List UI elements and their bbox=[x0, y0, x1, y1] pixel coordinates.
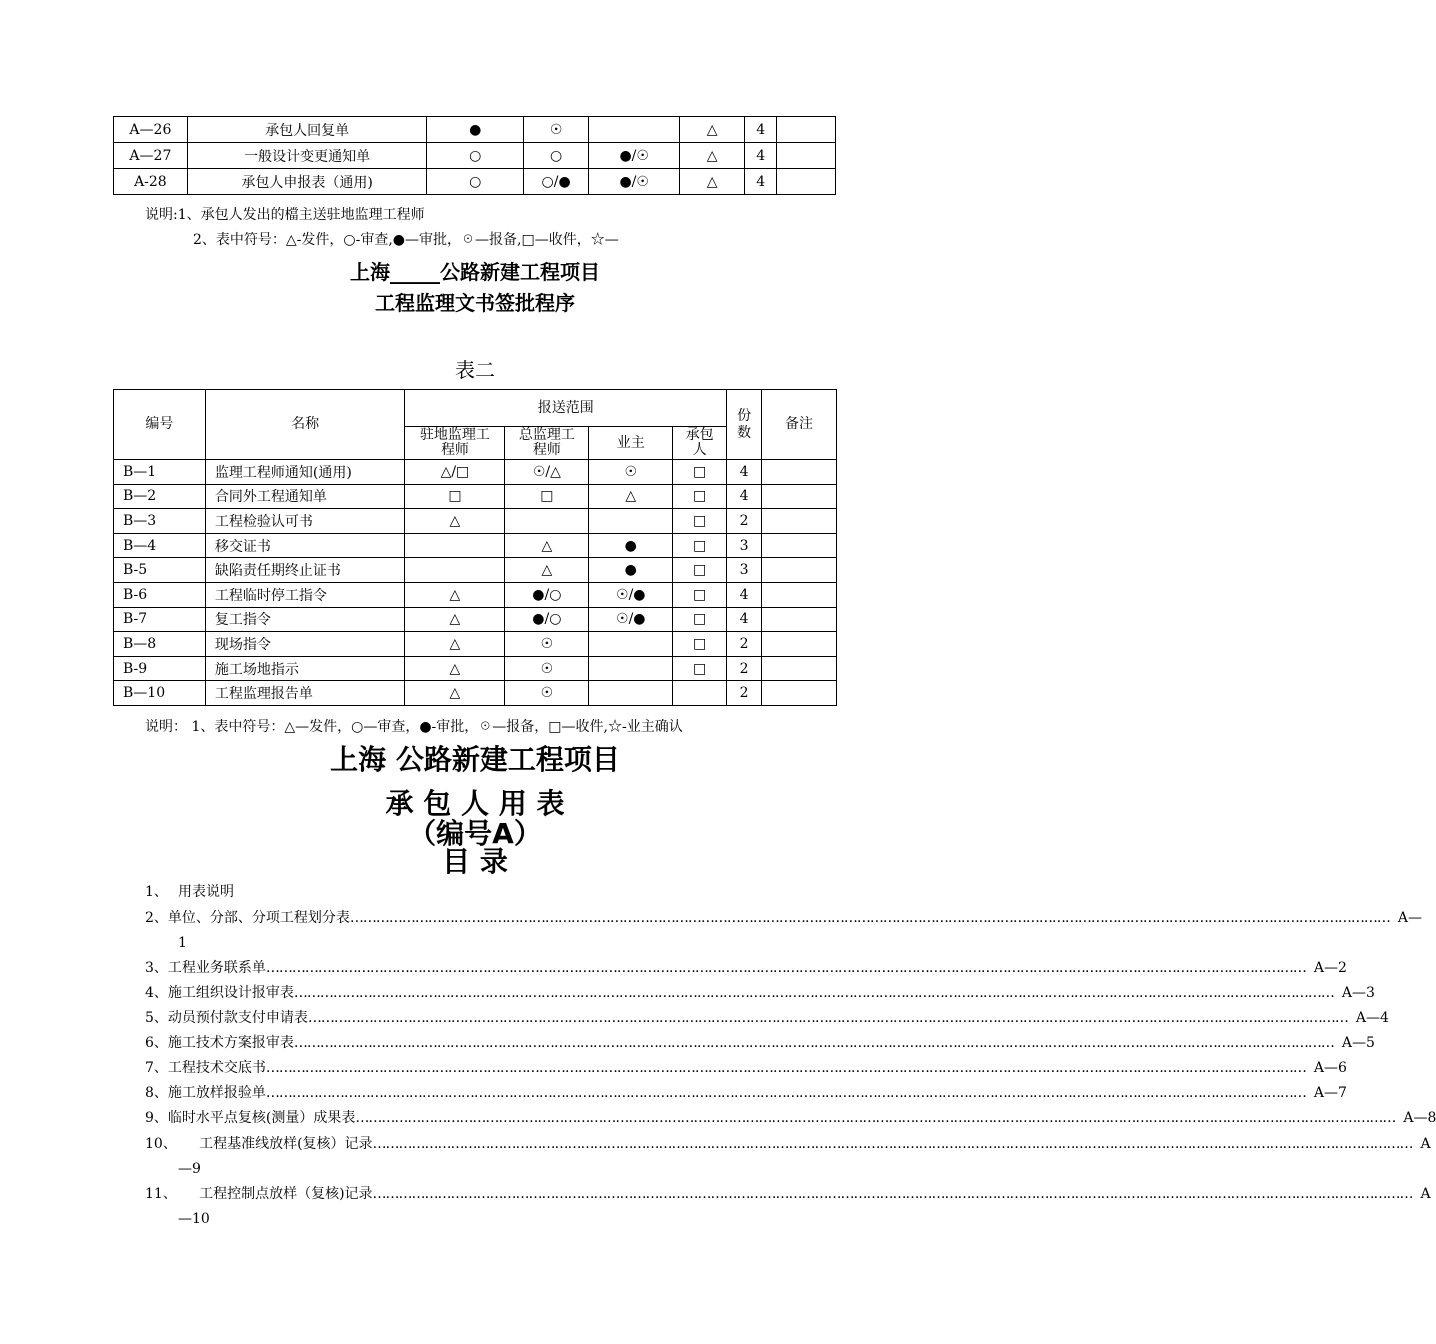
cell-c4: △ bbox=[680, 143, 745, 169]
table-row bbox=[114, 533, 837, 558]
table-row bbox=[114, 509, 837, 534]
toc-code: A—6 bbox=[1313, 1060, 1347, 1076]
cell-code: B—2 bbox=[114, 484, 206, 509]
section-1-title: 上海_____公路新建工程项目 bbox=[350, 260, 600, 284]
cell-c2: ☉ bbox=[505, 632, 589, 657]
cell-code: B—3 bbox=[114, 509, 206, 534]
note-1-line-1: 说明:1、承包人发出的檔主送驻地监理工程师 bbox=[145, 207, 425, 223]
cell-c4: □ bbox=[673, 533, 727, 558]
toc-number: 9、 bbox=[145, 1110, 168, 1126]
table-row bbox=[114, 681, 837, 706]
table-row bbox=[114, 117, 836, 143]
note-2: 说明： 1、表中符号：△—发件，○—审查，●-审批，☉—报备，□—收件,☆-业主确认 bbox=[145, 719, 683, 735]
cell-c4: □ bbox=[673, 509, 727, 534]
toc-label: 临时水平点复核(测量）成果表 bbox=[167, 1110, 356, 1126]
toc-code: A—4 bbox=[1355, 1010, 1389, 1026]
header-owner: 业主 bbox=[589, 427, 673, 460]
toc-item bbox=[145, 880, 810, 905]
cell-c3 bbox=[589, 509, 673, 534]
cell-code: A-28 bbox=[114, 169, 188, 195]
toc-item bbox=[145, 981, 1375, 1006]
cell-copies: 4 bbox=[745, 117, 777, 143]
cell-code: B—8 bbox=[114, 632, 206, 657]
cell-code: B-6 bbox=[114, 582, 206, 607]
cell-c4: □ bbox=[673, 582, 727, 607]
cell-note bbox=[777, 169, 836, 195]
cell-c1: □ bbox=[405, 484, 505, 509]
header-remarks: 备注 bbox=[762, 390, 837, 460]
toc-item bbox=[145, 956, 1347, 981]
cell-c3 bbox=[589, 681, 673, 706]
cell-note bbox=[762, 632, 837, 657]
table-row bbox=[114, 632, 837, 657]
cell-c1: ● bbox=[427, 117, 524, 143]
cell-note bbox=[762, 607, 837, 632]
cell-name: 工程检验认可书 bbox=[205, 509, 405, 534]
toc-leader-dots: …………………………………………………………………………………………………………………………………………………………………………………………………………………… bbox=[265, 1060, 1306, 1076]
cell-c1: △ bbox=[405, 656, 505, 681]
table-row bbox=[114, 169, 836, 195]
cell-note bbox=[762, 533, 837, 558]
cell-name: 现场指令 bbox=[205, 632, 405, 657]
cell-note bbox=[762, 656, 837, 681]
header-copies: 份数 bbox=[727, 390, 762, 460]
toc-item bbox=[145, 1106, 1436, 1131]
cell-note bbox=[762, 582, 837, 607]
cell-c3: ☉ bbox=[589, 460, 673, 485]
section-2-title: 上海 公路新建工程项目 bbox=[330, 743, 620, 776]
cell-name: 监理工程师通知(通用) bbox=[205, 460, 405, 485]
table-row bbox=[114, 484, 837, 509]
cell-c1: △ bbox=[405, 632, 505, 657]
toc-number: 3、 bbox=[145, 960, 168, 976]
toc-number: 5、 bbox=[145, 1010, 168, 1026]
toc-number: 7、 bbox=[145, 1060, 168, 1076]
cell-note bbox=[762, 484, 837, 509]
cell-copies: 4 bbox=[727, 460, 762, 485]
cell-note bbox=[762, 558, 837, 583]
toc-leader-dots: …………………………………………………………………………………………………………………………………………………………………………………………………………………… bbox=[372, 1186, 1413, 1202]
cell-name: 缺陷责任期终止证书 bbox=[205, 558, 405, 583]
header-resident: 驻地监理工程师 bbox=[405, 427, 505, 460]
toc-code: A—7 bbox=[1313, 1085, 1347, 1101]
toc-label: 工程基准线放样(复核）记录 bbox=[176, 1136, 373, 1152]
cell-c1: △/□ bbox=[405, 460, 505, 485]
cell-copies: 2 bbox=[727, 681, 762, 706]
toc-leader-dots: …………………………………………………………………………………………………………………………………………………………………………………………………………………… bbox=[265, 1085, 1306, 1101]
cell-copies: 4 bbox=[727, 582, 762, 607]
toc-item bbox=[145, 1132, 1431, 1182]
toc-leader-dots: …………………………………………………………………………………………………………………………………………………………………………………………………………………… bbox=[293, 1035, 1334, 1051]
toc-number: 2、 bbox=[145, 910, 168, 926]
cell-c2: ☉ bbox=[505, 656, 589, 681]
toc-code-continued: —10 bbox=[178, 1211, 210, 1227]
cell-c1: ○ bbox=[427, 169, 524, 195]
header-scope: 报送范围 bbox=[405, 390, 727, 427]
toc-code-continued: 1 bbox=[178, 935, 187, 951]
cell-copies: 4 bbox=[727, 484, 762, 509]
cell-c2: ○ bbox=[524, 143, 589, 169]
toc-item bbox=[145, 1182, 1431, 1232]
cell-note bbox=[762, 460, 837, 485]
cell-copies: 4 bbox=[745, 169, 777, 195]
cell-c3: ● bbox=[589, 533, 673, 558]
cell-c1: △ bbox=[405, 582, 505, 607]
toc-code-continued: —9 bbox=[178, 1161, 201, 1177]
cell-c3: ●/☉ bbox=[589, 169, 680, 195]
toc-code: A—8 bbox=[1403, 1110, 1436, 1126]
table-row bbox=[114, 558, 837, 583]
cell-c2: △ bbox=[505, 558, 589, 583]
table-row bbox=[114, 607, 837, 632]
cell-code: B—4 bbox=[114, 533, 206, 558]
cell-c2: ●/○ bbox=[505, 582, 589, 607]
cell-copies: 2 bbox=[727, 656, 762, 681]
approval-table bbox=[113, 389, 837, 706]
cell-c3 bbox=[589, 117, 680, 143]
note-1-line-2: 2、表中符号：△-发件，○-审查,●—审批，☉—报备,□—收件，☆— bbox=[193, 232, 619, 248]
cell-c2: ●/○ bbox=[505, 607, 589, 632]
cell-name: 移交证书 bbox=[205, 533, 405, 558]
toc-code: A—2 bbox=[1313, 960, 1347, 976]
toc-leader-dots: …………………………………………………………………………………………………………………………………………………………………………………………………………………… bbox=[349, 910, 1390, 926]
cell-c3: ☉/● bbox=[589, 607, 673, 632]
toc-leader-dots: …………………………………………………………………………………………………………………………………………………………………………………………………………………… bbox=[307, 1010, 1348, 1026]
cell-c1 bbox=[405, 558, 505, 583]
cell-c1 bbox=[405, 533, 505, 558]
cell-code: A—27 bbox=[114, 143, 188, 169]
cell-name: 承包人申报表（通用) bbox=[187, 169, 427, 195]
cell-c3: ☉/● bbox=[589, 582, 673, 607]
cell-code: B—10 bbox=[114, 681, 206, 706]
toc-number: 10、 bbox=[145, 1136, 177, 1152]
toc-code: A—5 bbox=[1341, 1035, 1375, 1051]
cell-copies: 4 bbox=[727, 607, 762, 632]
toc-label: 工程技术交底书 bbox=[167, 1060, 266, 1076]
cell-copies: 2 bbox=[727, 632, 762, 657]
section-1-subtitle: 工程监理文书签批程序 bbox=[375, 291, 575, 315]
cell-note bbox=[762, 509, 837, 534]
cell-name: 承包人回复单 bbox=[187, 117, 427, 143]
toc-code: A— bbox=[1397, 910, 1423, 926]
table-row bbox=[114, 460, 837, 485]
toc-item bbox=[145, 1006, 1389, 1031]
toc-label: 施工技术方案报审表 bbox=[167, 1035, 294, 1051]
cell-c1: △ bbox=[405, 607, 505, 632]
cell-copies: 2 bbox=[727, 509, 762, 534]
cell-name: 复工指令 bbox=[205, 607, 405, 632]
toc-leader-dots: …………………………………………………………………………………………………………………………………………………………………………………………………………………… bbox=[293, 985, 1334, 1001]
cell-copies: 3 bbox=[727, 533, 762, 558]
cell-c2: ☉ bbox=[524, 117, 589, 143]
cell-c4: △ bbox=[680, 117, 745, 143]
cell-note bbox=[762, 681, 837, 706]
toc-item bbox=[145, 1081, 1347, 1106]
cell-c4: □ bbox=[673, 558, 727, 583]
toc-label: 工程控制点放样（复核)记录 bbox=[176, 1186, 373, 1202]
toc-number: 11、 bbox=[145, 1186, 177, 1202]
toc-heading: 目 录 bbox=[442, 845, 508, 878]
cell-code: B-5 bbox=[114, 558, 206, 583]
cell-c4: □ bbox=[673, 460, 727, 485]
cell-c3 bbox=[589, 656, 673, 681]
cell-name: 一般设计变更通知单 bbox=[187, 143, 427, 169]
cell-code: A—26 bbox=[114, 117, 188, 143]
toc-label: 施工放样报验单 bbox=[167, 1085, 266, 1101]
cell-c4: □ bbox=[673, 607, 727, 632]
cell-c4: △ bbox=[680, 169, 745, 195]
section-2-code: （编号A） bbox=[408, 817, 542, 850]
cell-code: B—1 bbox=[114, 460, 206, 485]
header-code: 编号 bbox=[114, 390, 206, 460]
table-row bbox=[114, 656, 837, 681]
toc-code: A bbox=[1420, 1136, 1431, 1152]
cell-name: 工程临时停工指令 bbox=[205, 582, 405, 607]
cell-c2: □ bbox=[505, 484, 589, 509]
toc-number: 4、 bbox=[145, 985, 168, 1001]
toc-item bbox=[145, 1056, 1347, 1081]
cell-c1: △ bbox=[405, 509, 505, 534]
toc-label: 施工组织设计报审表 bbox=[167, 985, 294, 1001]
cell-name: 合同外工程通知单 bbox=[205, 484, 405, 509]
table-row bbox=[114, 143, 836, 169]
cell-code: B-7 bbox=[114, 607, 206, 632]
top-table bbox=[113, 116, 836, 195]
cell-c2: ☉ bbox=[505, 681, 589, 706]
toc-item bbox=[145, 906, 1423, 956]
cell-c2: △ bbox=[505, 533, 589, 558]
table-row bbox=[114, 582, 837, 607]
cell-c4: □ bbox=[673, 632, 727, 657]
header-name: 名称 bbox=[205, 390, 405, 460]
cell-c4: □ bbox=[673, 484, 727, 509]
cell-c3 bbox=[589, 632, 673, 657]
cell-c3: ●/☉ bbox=[589, 143, 680, 169]
cell-c1: ○ bbox=[427, 143, 524, 169]
toc-number: 1、 bbox=[145, 884, 168, 900]
toc-label: 动员预付款支付申请表 bbox=[167, 1010, 308, 1026]
cell-note bbox=[777, 143, 836, 169]
cell-c1: △ bbox=[405, 681, 505, 706]
table-label: 表二 bbox=[455, 358, 495, 382]
toc-item bbox=[145, 1031, 1375, 1056]
cell-name: 工程监理报告单 bbox=[205, 681, 405, 706]
cell-c3: △ bbox=[589, 484, 673, 509]
cell-code: B-9 bbox=[114, 656, 206, 681]
cell-c4 bbox=[673, 681, 727, 706]
toc-label: 用表说明 bbox=[178, 884, 234, 900]
toc-leader-dots: …………………………………………………………………………………………………………………………………………………………………………………………………………………… bbox=[372, 1136, 1413, 1152]
toc-label: 单位、分部、分项工程划分表 bbox=[167, 910, 350, 926]
cell-c2 bbox=[505, 509, 589, 534]
toc-leader-dots: …………………………………………………………………………………………………………………………………………………………………………………………………………………… bbox=[265, 960, 1306, 976]
section-2-subtitle: 承 包 人 用 表 bbox=[385, 787, 565, 820]
header-contractor: 承包人 bbox=[673, 427, 727, 460]
cell-copies: 4 bbox=[745, 143, 777, 169]
cell-name: 施工场地指示 bbox=[205, 656, 405, 681]
cell-note bbox=[777, 117, 836, 143]
cell-c3: ● bbox=[589, 558, 673, 583]
cell-c4: □ bbox=[673, 656, 727, 681]
cell-copies: 3 bbox=[727, 558, 762, 583]
header-chief: 总监理工程师 bbox=[505, 427, 589, 460]
toc-leader-dots: …………………………………………………………………………………………………………………………………………………………………………………………………………………… bbox=[355, 1110, 1396, 1126]
toc-number: 6、 bbox=[145, 1035, 168, 1051]
toc-label: 工程业务联系单 bbox=[167, 960, 266, 976]
toc-code: A—3 bbox=[1341, 985, 1375, 1001]
toc-code: A bbox=[1420, 1186, 1431, 1202]
cell-c2: ☉/△ bbox=[505, 460, 589, 485]
cell-c2: ○/● bbox=[524, 169, 589, 195]
toc-number: 8、 bbox=[145, 1085, 168, 1101]
